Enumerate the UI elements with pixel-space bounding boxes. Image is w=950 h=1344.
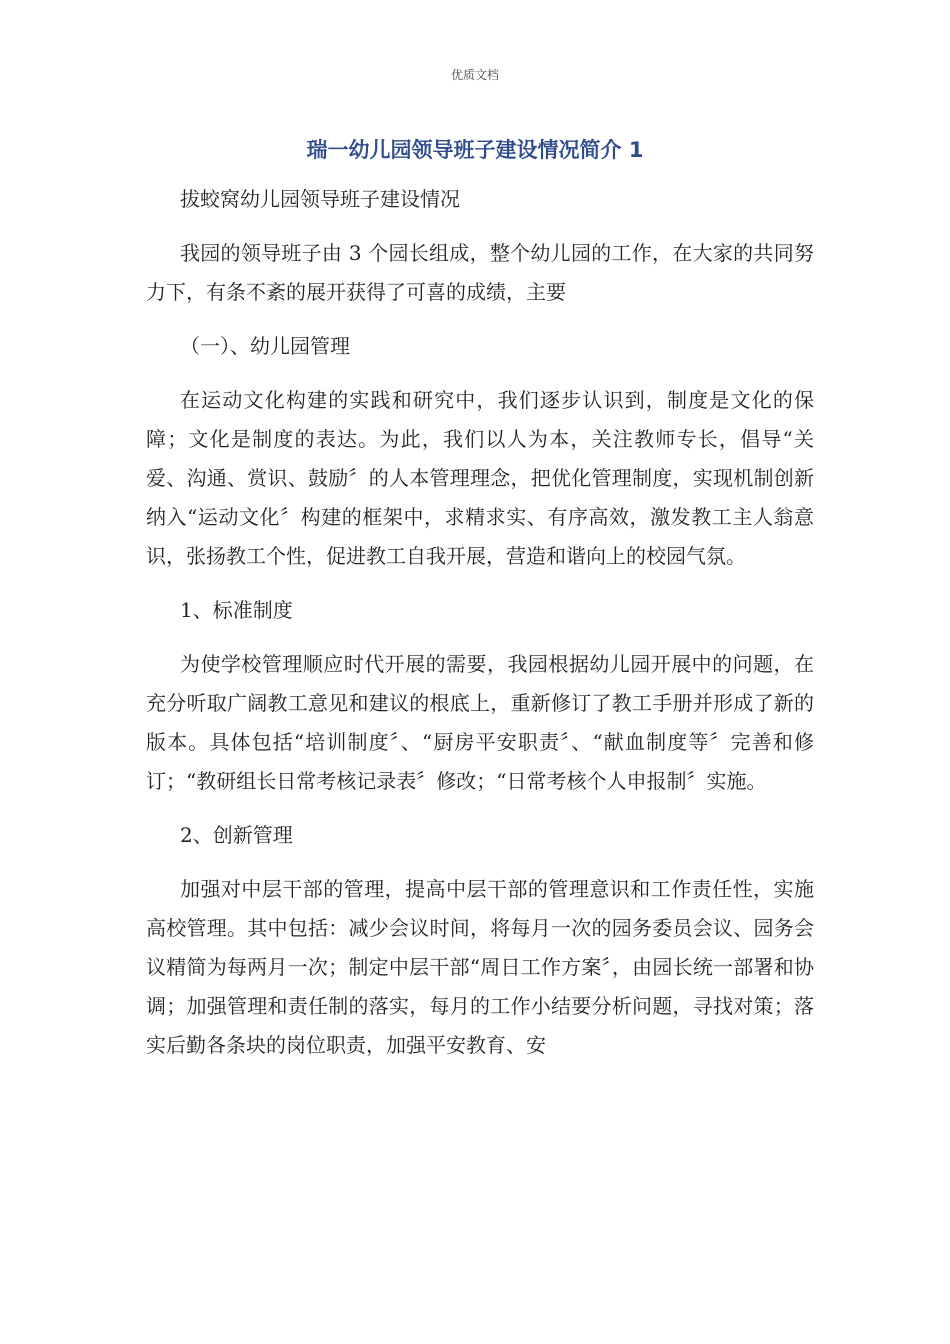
subsection-heading-standard-system: 1、标准制度	[180, 598, 293, 622]
paragraph-standard-system: 为使学校管理顺应时代开展的需要，我园根据幼儿园开展中的问题，在充分听取广阔教工意见和建议的根底上，重新修订了教工手册并形成了新的版本。具体包括“培训制度〞、“厨房平安职责〞、“献血制度等〞完善和修订；“教研组长日常考核记录表〞修改；“日常考核个人申报制〞实施。	[146, 652, 814, 793]
paragraph-innovation: 加强对中层干部的管理，提高中层干部的管理意识和工作责任性，实施高校管理。其中包括：减少会议时间，将每月一次的园务委员会议、园务会议精简为每两月一次；制定中层干部“周日工作方案〞，由园长统一部署和协调；加强管理和责任制的落实，每月的工作小结要分析问题，寻找对策；落实后勤各条块的岗位职责，加强平安教育、安	[146, 877, 814, 1057]
document-title: 瑞一幼儿园领导班子建设情况简介 1	[306, 138, 644, 162]
paragraph-kindergarten-name: 拔蛟窝幼儿园领导班子建设情况	[180, 187, 460, 211]
document-body	[146, 180, 814, 1080]
subsection-heading-innovation: 2、创新管理	[180, 823, 293, 847]
document-header-label: 优质文档	[450, 68, 499, 82]
paragraph-intro: 我园的领导班子由 3 个园长组成，整个幼儿园的工作，在大家的共同努力下，有条不紊的展开获得了可喜的成绩，主要	[146, 241, 814, 304]
section-heading-management: （一）、幼儿园管理	[180, 334, 350, 358]
paragraph-management: 在运动文化构建的实践和研究中，我们逐步认识到，制度是文化的保障；文化是制度的表达。为此，我们以人为本，关注教师专长，倡导“关爱、沟通、赏识、鼓励〞的人本管理理念，把优化管理制度，实现机制创新纳入“运动文化〞构建的框架中，求精求实、有序高效，激发教工主人翁意识，张扬教工个性，促进教工自我开展，营造和谐向上的校园气氛。	[146, 388, 814, 568]
